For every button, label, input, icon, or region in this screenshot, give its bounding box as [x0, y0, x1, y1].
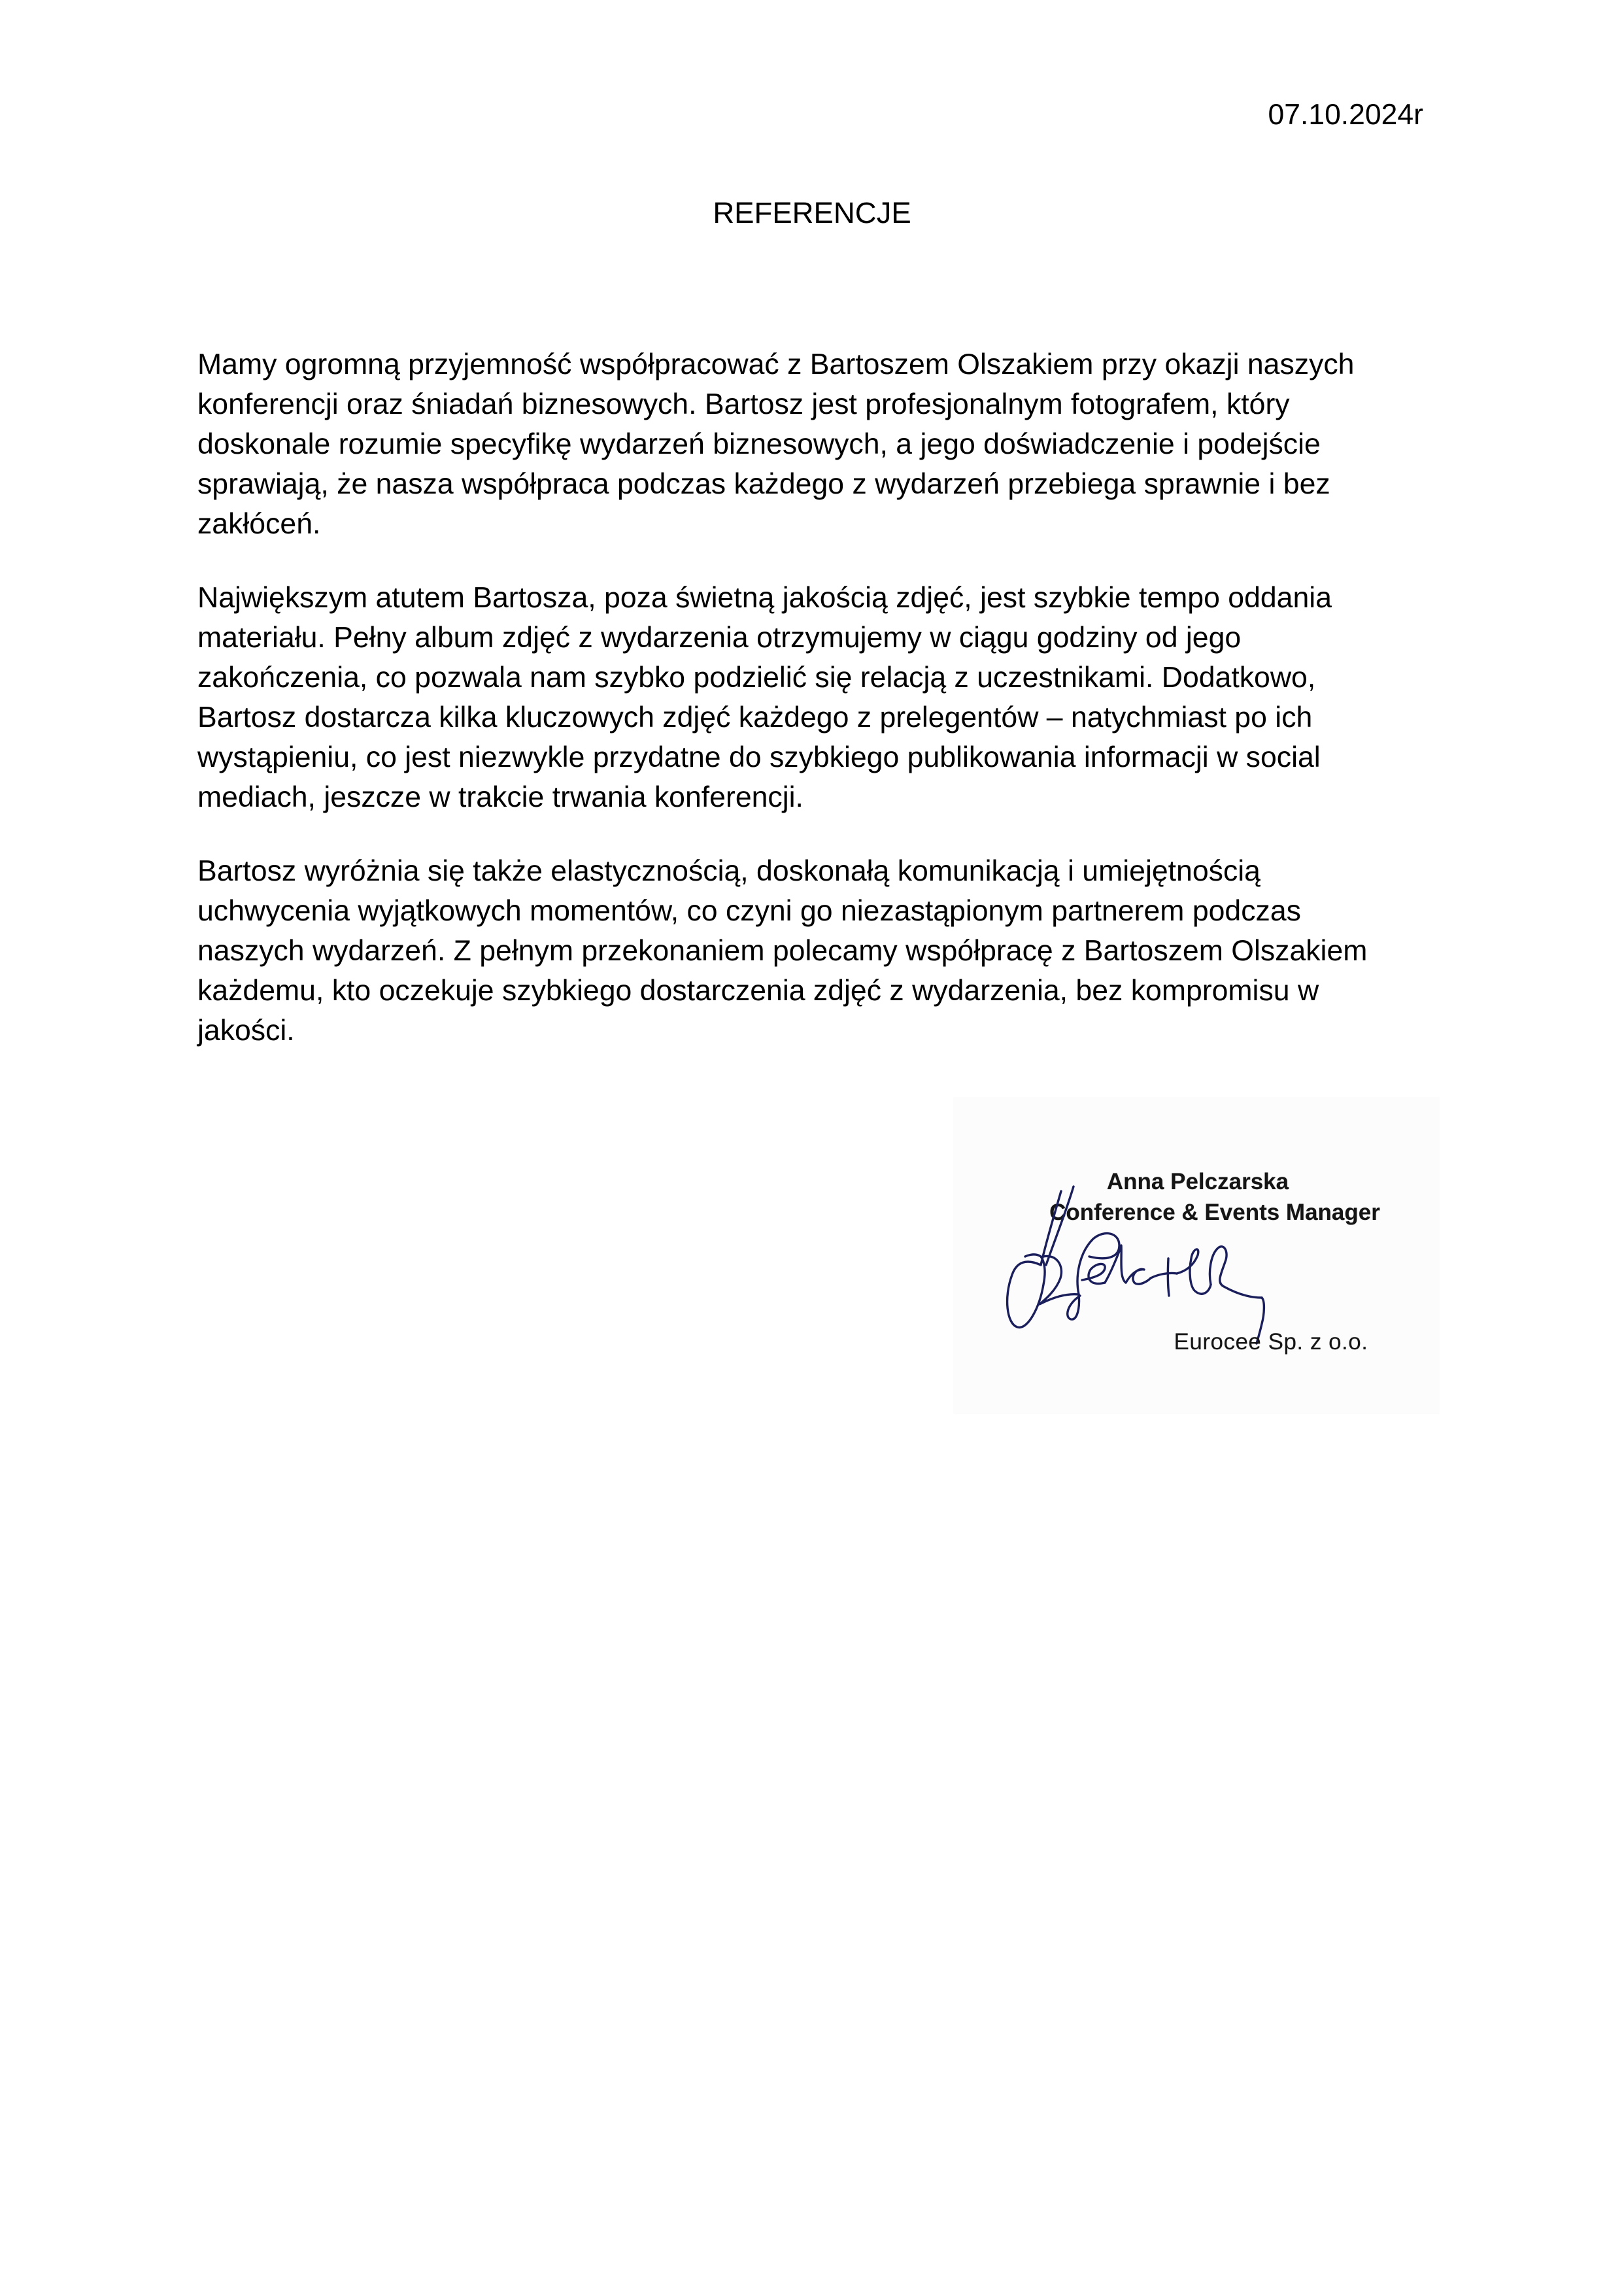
text-line: wystąpieniu, co jest niezwykle przydatne do szybkiego publikowania informacji w social: [197, 741, 1321, 773]
paragraph-3: [197, 851, 1453, 1051]
paragraph-2: [197, 578, 1453, 817]
signature-block: [953, 1097, 1440, 1414]
text-line: konferencji oraz śniadań biznesowych. Bartosz jest profesjonalnym fotografem, który: [197, 388, 1290, 420]
text-line: Największym atutem Bartosza, poza świetną jakością zdjęć, jest szybkie tempo oddania: [197, 582, 1332, 614]
text-line: zakończenia, co pozwala nam szybko podzielić się relacją z uczestnikami. Dodatkowo,: [197, 662, 1316, 694]
document-date: 07.10.2024r: [1268, 99, 1423, 131]
text-line: Bartosz wyróżnia się także elastycznością, doskonałą komunikacją i umiejętnością: [197, 855, 1260, 887]
text-line: Mamy ogromną przyjemność współpracować z Bartoszem Olszakiem przy okazji naszych: [197, 348, 1355, 380]
text-line: mediach, jeszcze w trakcie trwania konferencji.: [197, 781, 804, 813]
text-line: jakości.: [197, 1015, 295, 1047]
text-line: sprawiają, że nasza współpraca podczas każdego z wydarzeń przebiega sprawnie i bez: [197, 468, 1330, 500]
text-line: naszych wydarzeń. Z pełnym przekonaniem polecamy współpracę z Bartoszem Olszakiem: [197, 935, 1368, 967]
text-line: zakłóceń.: [197, 508, 321, 540]
company-name: Eurocee Sp. z o.o.: [1174, 1329, 1368, 1355]
document-title: REFERENCJE: [713, 196, 911, 229]
handwritten-signature-icon: [953, 1097, 1440, 1414]
text-line: doskonale rozumie specyfikę wydarzeń biznesowych, a jego doświadczenie i podejście: [197, 428, 1321, 460]
paragraph-1: [197, 345, 1453, 544]
signatory-name: Anna Pelczarska: [1106, 1169, 1289, 1194]
text-line: każdemu, kto oczekuje szybkiego dostarczenia zdjęć z wydarzenia, bez kompromisu w: [197, 975, 1319, 1007]
text-line: materiału. Pełny album zdjęć z wydarzenia otrzymujemy w ciągu godziny od jego: [197, 622, 1242, 654]
text-line: uchwycenia wyjątkowych momentów, co czyni go niezastąpionym partnerem podczas: [197, 895, 1301, 927]
signatory-role: Conference & Events Manager: [1049, 1200, 1380, 1225]
text-line: Bartosz dostarcza kilka kluczowych zdjęć każdego z prelegentów – natychmiast po ich: [197, 701, 1313, 734]
letter-body: [197, 345, 1453, 1085]
